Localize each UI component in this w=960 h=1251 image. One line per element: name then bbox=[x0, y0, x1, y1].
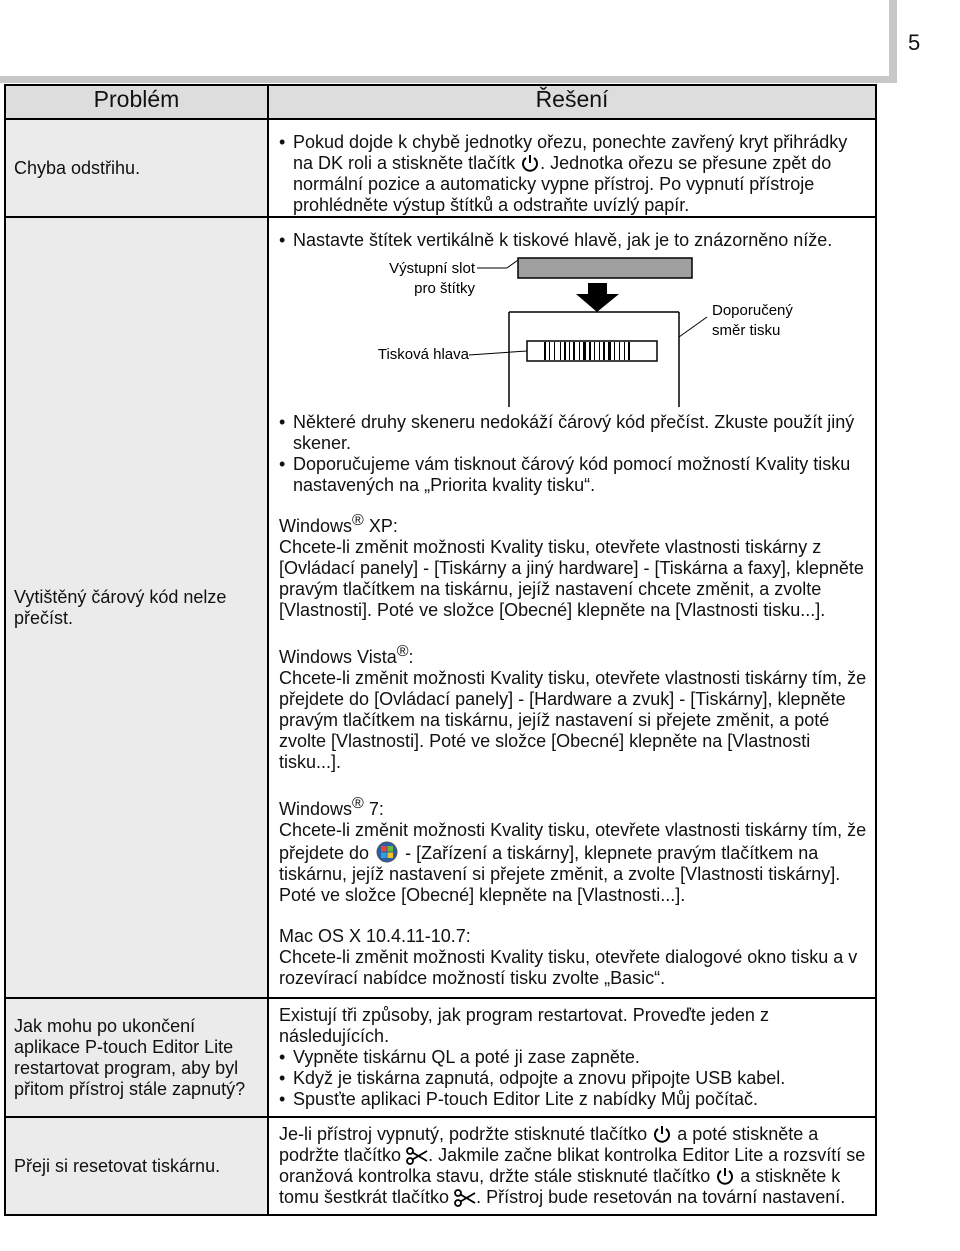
section-title-suffix: XP: bbox=[363, 516, 398, 536]
table-row bbox=[5, 217, 876, 998]
solution-text-part: . Přístroj bude resetován na tovární nastavení. bbox=[476, 1187, 846, 1207]
barcode-bar bbox=[624, 342, 625, 360]
list-item bbox=[279, 1068, 867, 1089]
barcode-bar bbox=[589, 342, 591, 360]
section-text: Chcete-li změnit možnosti Kvality tisku, otevřete vlastnosti tiskárny tím, že přejdete do [Ovládací panely] - [Hardware a zvuk] - [Tiskárny], klepněte pravým tlačítkem na tiskárnu, jejíž nastavení si přejete změnit, a poté zvolte [Vlastnosti]. Poté ve složce [Obecné] klepněte na [Vlastnosti tisku...]. bbox=[279, 668, 867, 772]
solution-cell bbox=[268, 119, 876, 217]
section-text-part: - [Zařízení a tiskárny], klepnete pravým tlačítkem na tiskárnu, jejíž nastavení si přejete změnit, a zvolte [Vlastnosti tiskárny]. Poté ve složce [Obecné] klepněte na [Vlastnosti...]. bbox=[279, 843, 841, 905]
barcode-bar bbox=[544, 342, 546, 360]
problem-text: Jak mohu po ukončení aplikace P-touch Editor Lite restartovat program, aby byl přitom přístroj stále zapnutý? bbox=[14, 1015, 246, 1099]
registered-mark: ® bbox=[352, 795, 364, 812]
bullet: • bbox=[279, 412, 286, 432]
barcode-bar bbox=[583, 342, 586, 360]
section-title-suffix: : bbox=[408, 647, 414, 667]
section-title bbox=[279, 510, 867, 537]
page-corner-rule bbox=[0, 76, 897, 83]
barcode-bar bbox=[554, 342, 555, 360]
power-icon bbox=[520, 153, 540, 173]
solution-text-part: . Jednotka ořezu se přesune zpět do normální pozice a automaticky vypne přístroj. Po vypnutí přístroje prohlédněte výstup štítků a odstraňte uvízlý papír. bbox=[293, 153, 832, 215]
section-text: Chcete-li změnit možnosti Kvality tisku, otevřete vlastnosti tiskárny z [Ovládací panely] - [Tiskárny a jiný hardware] - [Tiskárna a faxy], klepněte pravým tlačítkem na tiskárnu, jejíž nastavení chcete změnit, a zvolte [Vlastnosti]. Poté ve složce [Obecné] klepněte na [Vlastnosti tisku...]. bbox=[279, 537, 864, 620]
section-title-text: Windows bbox=[279, 799, 353, 819]
registered-mark: ® bbox=[396, 643, 409, 660]
solution-text-part: a stiskněte k tomu šestkrát tlačítko bbox=[279, 1166, 841, 1207]
problem-cell bbox=[5, 998, 268, 1117]
windows-xp-section bbox=[279, 510, 867, 621]
problem-text: Chyba odstřihu. bbox=[14, 157, 141, 178]
barcode-bar bbox=[628, 342, 630, 360]
barcode-bar bbox=[569, 342, 570, 360]
power-icon bbox=[715, 1166, 735, 1186]
problem-cell bbox=[5, 217, 268, 998]
problem-cell bbox=[5, 1117, 268, 1215]
table-header-row bbox=[5, 85, 876, 119]
list-item bbox=[279, 1047, 867, 1068]
section-title bbox=[279, 641, 867, 668]
section-title: Mac OS X 10.4.11-10.7: bbox=[279, 926, 471, 946]
mac-section bbox=[279, 926, 867, 989]
barcode-bar bbox=[560, 342, 561, 360]
bullet: • bbox=[279, 230, 286, 250]
solution-text bbox=[293, 132, 867, 216]
barcode-bar bbox=[573, 342, 575, 360]
list-item bbox=[279, 412, 867, 454]
header-problem: Problém bbox=[5, 85, 268, 119]
solution-text-part: Je-li přístroj vypnutý, podržte stisknuté tlačítko bbox=[279, 1124, 648, 1144]
section-title-text: Windows bbox=[279, 516, 353, 536]
barcode-bar bbox=[549, 342, 550, 360]
label-print-head: Tisková hlava bbox=[377, 346, 469, 363]
table-row bbox=[5, 1117, 876, 1215]
solution-text: Vypněte tiskárnu QL a poté ji zase zapněte. bbox=[293, 1047, 640, 1067]
page-corner-rule-vertical bbox=[889, 0, 897, 83]
label-slot-line1: Výstupní slot bbox=[389, 260, 475, 277]
solution-cell bbox=[268, 1117, 876, 1215]
problem-cell bbox=[5, 119, 268, 217]
bullet: • bbox=[279, 1047, 286, 1067]
section-title bbox=[279, 793, 867, 820]
print-head bbox=[527, 341, 657, 361]
solution-text: Nastavte štítek vertikálně k tiskové hlavě, jak je to znázorněno níže. bbox=[293, 230, 833, 250]
bullet: • bbox=[279, 132, 286, 152]
label-slot-line2: pro štítky bbox=[414, 280, 475, 297]
solution-intro: Existují tři způsoby, jak program restartovat. Proveďte jeden z následujících. bbox=[279, 1005, 769, 1046]
leader-line bbox=[507, 260, 518, 268]
table-row bbox=[5, 998, 876, 1117]
scissors-icon bbox=[454, 1189, 476, 1207]
barcode-bar bbox=[608, 342, 611, 360]
barcode-bar bbox=[603, 342, 605, 360]
bullet: • bbox=[279, 454, 286, 474]
troubleshooting-table bbox=[4, 84, 877, 1216]
section-text bbox=[279, 820, 867, 906]
solution-text: Spusťte aplikaci P-touch Editor Lite z nabídky Můj počítač. bbox=[293, 1089, 758, 1109]
section-text: Chcete-li změnit možnosti Kvality tisku, otevřete dialogové okno tisku a v rozevírací nabídce možností tisku zvolte „Basic“. bbox=[279, 947, 858, 988]
bullet: • bbox=[279, 1068, 286, 1088]
page-number: 5 bbox=[908, 30, 921, 55]
problem-text: Přeji si resetovat tiskárnu. bbox=[14, 1155, 221, 1176]
windows-7-section bbox=[279, 793, 867, 906]
printer-diagram-svg bbox=[279, 257, 879, 412]
barcode-bar bbox=[614, 342, 615, 360]
solution-text: Některé druhy skeneru nedokáží čárový kód přečíst. Zkuste použít jiný skener. bbox=[293, 412, 855, 453]
list-item bbox=[279, 132, 867, 216]
barcode-bar bbox=[579, 342, 580, 360]
leader-line bbox=[469, 351, 527, 355]
list-item bbox=[279, 454, 867, 496]
registered-mark: ® bbox=[352, 512, 364, 529]
windows-vista-section bbox=[279, 641, 867, 773]
section-title-suffix: 7: bbox=[363, 799, 384, 819]
scissors-icon bbox=[406, 1147, 428, 1165]
solution-text-part: a poté stiskněte a podržte tlačítko bbox=[279, 1124, 819, 1165]
barcode-bar bbox=[564, 342, 566, 360]
list-item bbox=[279, 1089, 867, 1110]
list-item bbox=[279, 230, 867, 251]
solution-text: Doporučujeme vám tisknout čárový kód pomocí možností Kvality tisku nastavených na „Priorita kvality tisku“. bbox=[293, 454, 851, 495]
label-orientation-diagram bbox=[279, 257, 867, 412]
label-direction-line2: směr tisku bbox=[712, 322, 781, 339]
solution-text: Když je tiskárna zapnutá, odpojte a znovu připojte USB kabel. bbox=[293, 1068, 786, 1088]
leader-line bbox=[679, 317, 707, 337]
barcode-bar bbox=[599, 342, 600, 360]
solution-cell bbox=[268, 217, 876, 998]
label-direction-line1: Doporučený bbox=[712, 302, 793, 319]
problem-text: Vytištěný čárový kód nelze přečíst. bbox=[14, 586, 227, 628]
power-icon bbox=[652, 1124, 672, 1144]
header-solution: Řešení bbox=[268, 85, 876, 119]
solution-text-part: Pokud dojde k chybě jednotky ořezu, ponechte zavřený kryt přihrádky na DK roli a stiskněte tlačítk bbox=[293, 132, 848, 173]
section-title-text: Windows Vista bbox=[279, 647, 397, 667]
table-row bbox=[5, 119, 876, 217]
bullet: • bbox=[279, 1089, 286, 1109]
output-slot bbox=[518, 258, 692, 278]
section-text-part: Chcete-li změnit možnosti Kvality tisku, otevřete vlastnosti tiskárny tím, že přejdete do bbox=[279, 820, 867, 863]
solution-text-part: . Jakmile začne blikat kontrolka Editor Lite a rozsvítí se oranžová kontrolka stavu, držte stále stisknuté tlačítko bbox=[279, 1145, 866, 1186]
barcode-bar bbox=[594, 342, 595, 360]
windows-start-icon bbox=[374, 841, 400, 863]
barcode-bar bbox=[619, 342, 620, 360]
down-arrow-icon bbox=[576, 283, 619, 312]
solution-cell bbox=[268, 998, 876, 1117]
